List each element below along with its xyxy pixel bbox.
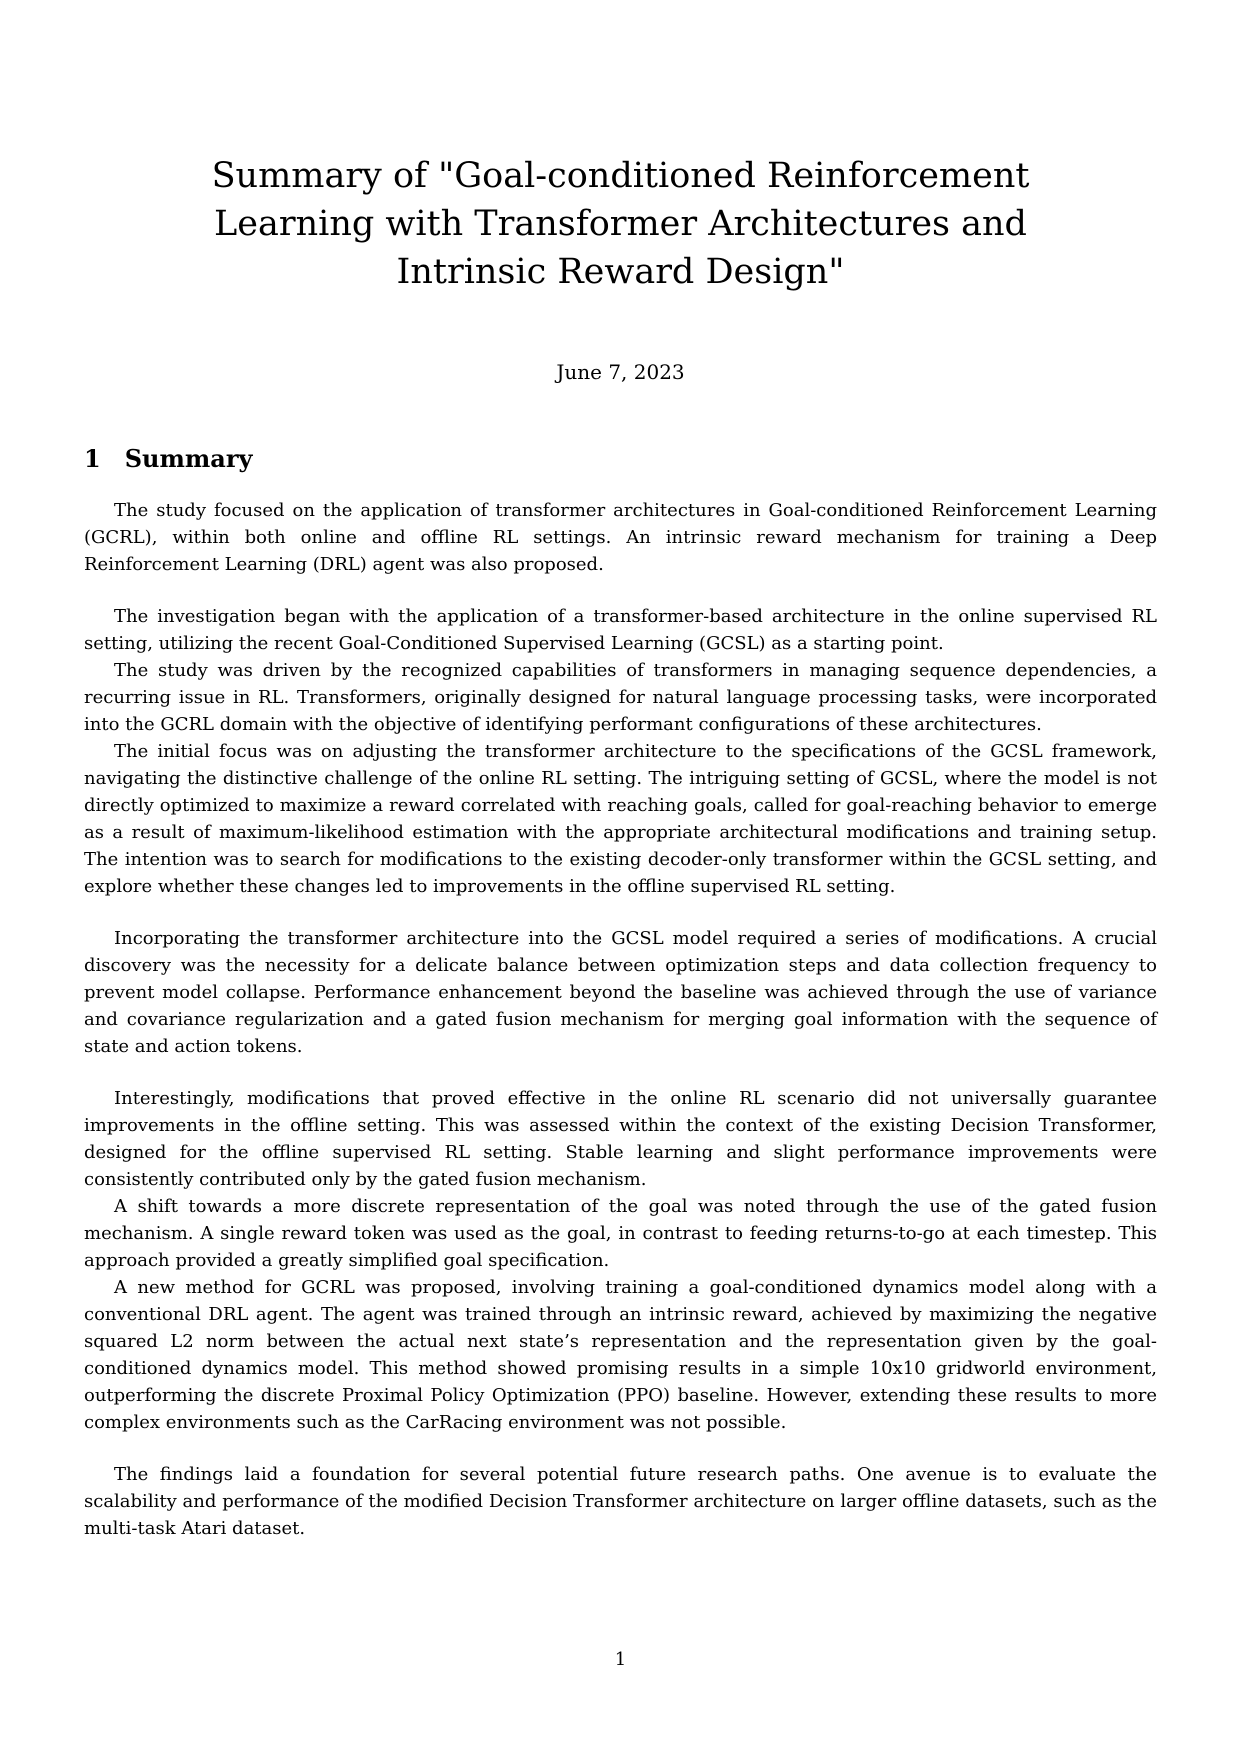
section-number: 1	[84, 444, 101, 473]
section-title: Summary	[124, 444, 253, 473]
paragraph: The study focused on the application of transformer architectures in Goal-conditioned Reinforcement Learning (GCRL), within both online and offline RL settings. An intrinsic reward mechanism for training a Deep Reinforcement Learning (DRL) agent was also proposed.	[84, 500, 1157, 575]
paragraph: Interestingly, modifications that proved effective in the online RL scenario did not universally guarantee improvements in the offline setting. This was assessed within the context of the existing Decision Transformer, designed for the offline supervised RL setting. Stable learning and slight performance improvements were consistently contributed only by the gated fusion mechanism.	[84, 1088, 1157, 1190]
page-title: Summary of "Goal-conditioned Reinforcement Learning with Transformer Architectures and Intrinsic Reward Design"	[211, 156, 1030, 292]
paragraph: A new method for GCRL was proposed, involving training a goal-conditioned dynamics model along with a conventional DRL agent. The agent was trained through an intrinsic reward, achieved by maximizing the negative squared L2 norm between the actual next state’s representation and the representation given by the goal-conditioned dynamics model. This method showed promising results in a simple 10x10 gridworld environment, outperforming the discrete Proximal Policy Optimization (PPO) baseline. However, extending these results to more complex environments such as the CarRacing environment was not possible.	[84, 1277, 1157, 1433]
paragraph: The investigation began with the application of a transformer-based architecture in the online supervised RL setting, utilizing the recent Goal-Conditioned Supervised Learning (GCSL) as a starting point.	[84, 606, 1157, 654]
paragraph: The findings laid a foundation for several potential future research paths. One avenue is to evaluate the scalability and performance of the modified Decision Transformer architecture on larger offline datasets, such as the multi-task Atari dataset.	[84, 1464, 1157, 1539]
date: June 7, 2023	[556, 360, 685, 384]
paragraph: Incorporating the transformer architecture into the GCSL model required a series of modifications. A crucial discovery was the necessity for a delicate balance between optimization steps and data collection frequency to prevent model collapse. Performance enhancement beyond the baseline was achieved through the use of variance and covariance regularization and a gated fusion mechanism for merging goal information with the sequence of state and action tokens.	[84, 928, 1157, 1057]
page-number: 1	[614, 1649, 627, 1670]
paragraph: A shift towards a more discrete representation of the goal was noted through the use of the gated fusion mechanism. A single reward token was used as the goal, in contrast to feeding returns-to-go at each timestep. This approach provided a greatly simplified goal specification.	[84, 1196, 1157, 1271]
paragraphs	[84, 497, 1157, 1542]
paragraph: The initial focus was on adjusting the transformer architecture to the specifications of the GCSL framework, navigating the distinctive challenge of the online RL setting. The intriguing setting of GCSL, where the model is not directly optimized to maximize a reward correlated with reaching goals, called for goal-reaching behavior to emerge as a result of maximum-likelihood estimation with the appropriate architectural modifications and training setup. The intention was to search for modifications to the existing decoder-only transformer within the GCSL setting, and explore whether these changes led to improvements in the offline supervised RL setting.	[84, 741, 1157, 897]
paragraph: The study was driven by the recognized capabilities of transformers in managing sequence dependencies, a recurring issue in RL. Transformers, originally designed for natural language processing tasks, were incorporated into the GCRL domain with the objective of identifying performant configurations of these architectures.	[84, 660, 1157, 735]
section-heading	[84, 444, 1157, 473]
